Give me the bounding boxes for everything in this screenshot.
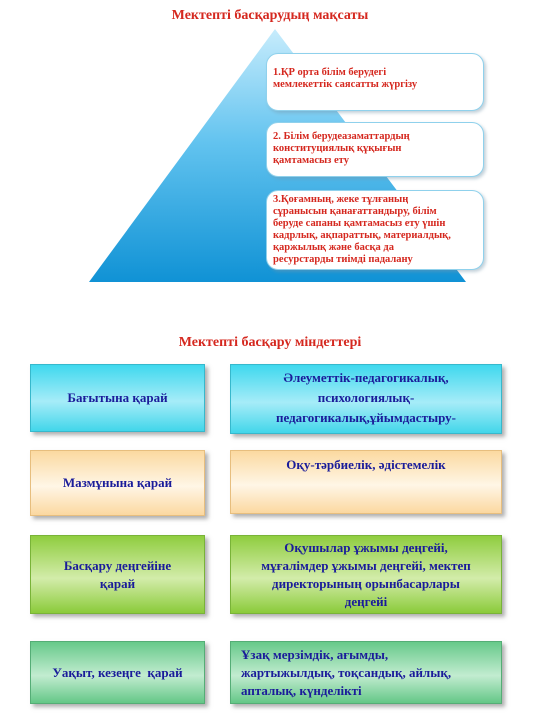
task-2-detail-line: Оқу-тәрбиелік, әдістемелік bbox=[286, 457, 446, 472]
goal-3-line: кадрлық, ақпараттық, материалдық, bbox=[273, 230, 451, 241]
task-3-detail-line: Оқушылар ұжымы деңгейі, bbox=[284, 539, 448, 555]
task-4-detail-line: жартыжылдық, тоқсандық, айлық, bbox=[241, 664, 452, 680]
goal-2-line: конституциялық құқығын bbox=[273, 143, 402, 154]
tasks-title: Мектепті басқару міндеттері bbox=[178, 335, 362, 350]
task-2-detail bbox=[230, 450, 502, 514]
task-3-category-label: Басқару деңгейіне bbox=[63, 557, 172, 573]
goal-3-line: ресурстарды тиімді падалану bbox=[273, 254, 413, 265]
task-3-category-label: қарай bbox=[99, 575, 136, 591]
goal-3-line: беруде сапаны қамтамасыз ету үшін bbox=[273, 218, 446, 229]
task-1-detail bbox=[230, 364, 502, 434]
goal-3-line: 3.Қоғамның, жеке тұлғаның bbox=[273, 194, 409, 205]
goal-2 bbox=[266, 122, 484, 177]
task-1-category-label: Бағытына қарай bbox=[67, 390, 168, 405]
task-1-detail-line: психологиялық- bbox=[317, 390, 415, 405]
task-2-category-label: Мазмұнына қарай bbox=[62, 475, 173, 490]
task-1-category bbox=[30, 364, 205, 432]
goal-1 bbox=[266, 53, 484, 111]
task-3-detail-line: деңгейі bbox=[344, 593, 388, 609]
task-1-detail-line: педагогикалық,ұйымдастыру- bbox=[276, 410, 456, 425]
task-2-category bbox=[30, 450, 205, 516]
task-4-category bbox=[30, 641, 205, 704]
task-3-category bbox=[30, 535, 205, 614]
goal-2-line: қамтамасыз ету bbox=[273, 155, 349, 166]
goal-3-line: қаржылық және басқа да bbox=[273, 242, 394, 253]
task-4-detail-line: апталық, күнделікті bbox=[241, 682, 362, 698]
task-4-category-label: Уақыт, кезеңге қарай bbox=[52, 664, 183, 680]
task-3-detail-line: директорының орынбасарлары bbox=[272, 575, 460, 591]
goal-1-line: мемлекеттік саясатты жүргізу bbox=[273, 79, 418, 90]
goals-title: Мектепті басқарудың мақсаты bbox=[171, 8, 369, 23]
task-3-detail bbox=[230, 535, 502, 614]
goal-3 bbox=[266, 190, 484, 270]
task-4-detail bbox=[230, 641, 502, 704]
task-1-detail-line: Әлеуметтік-педагогикалық, bbox=[283, 370, 449, 385]
task-4-detail-line: Ұзақ мерзімдік, ағымды, bbox=[241, 646, 389, 662]
goal-1-line: 1.ҚР орта білім берудегі bbox=[273, 67, 387, 78]
goal-2-line: 2. Білім берудеазаматтардың bbox=[273, 131, 410, 142]
goal-3-line: сұранысын қанағаттандыру, білім bbox=[273, 206, 437, 217]
task-3-detail-line: мұғалімдер ұжымы деңгейі, мектеп bbox=[261, 557, 471, 573]
